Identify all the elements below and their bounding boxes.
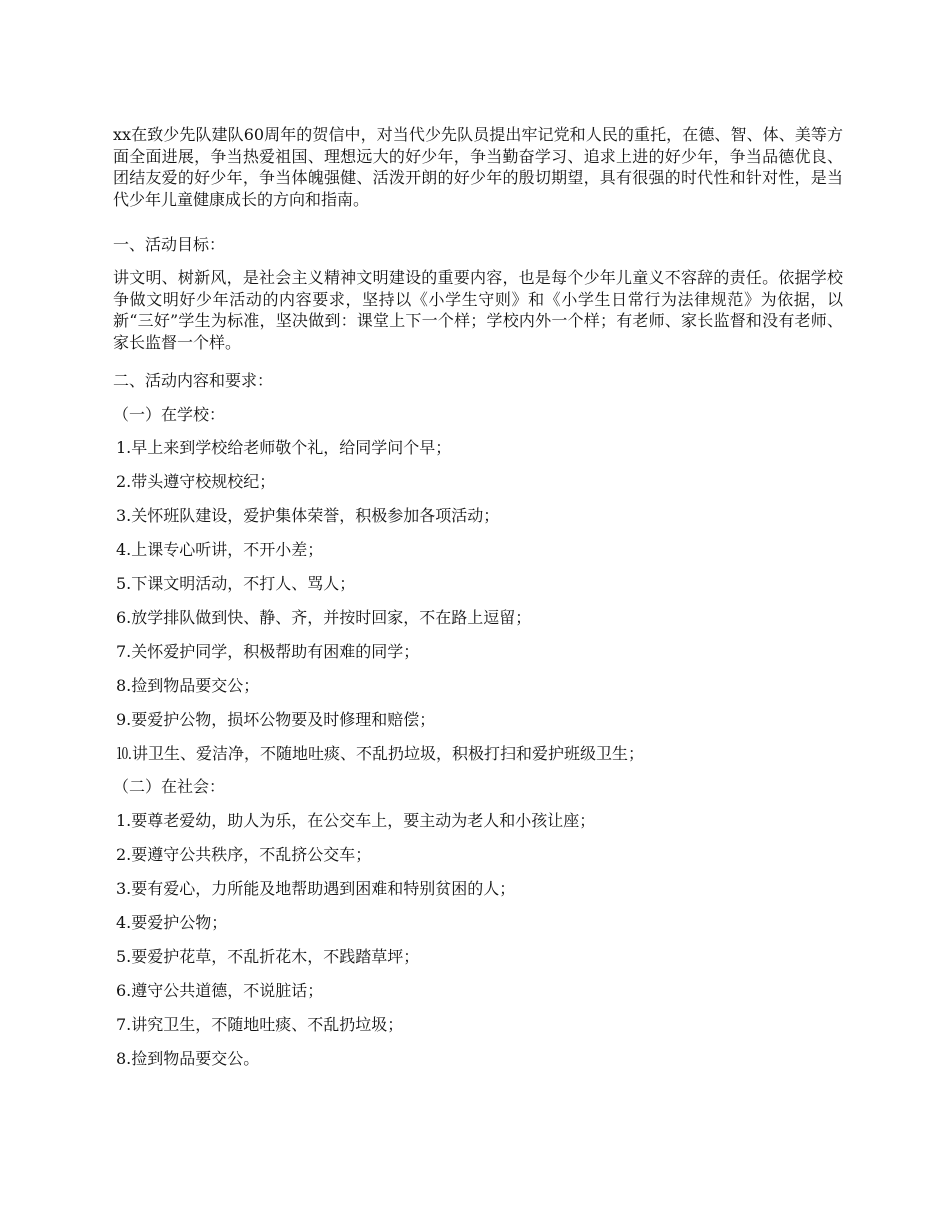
list-item: 8.捡到物品要交公。 [116, 1049, 260, 1068]
section-1-heading: 一、活动目标： [113, 235, 226, 254]
intro-paragraph: xx在致少先队建队60周年的贺信中，对当代少先队员提出牢记党和人民的重托，在德、智、体、美等方面全面进展，争当热爱祖国、理想远大的好少年，争当勤奋学习、追求上进的好少年，争当品德优良、团结友爱的好少年，争当体魄强健、活泼开朗的好少年的殷切期望，具有很强的时代性和针对性，是当代少年儿童健康成长的方向和指南。 [113, 125, 843, 209]
section-2-heading: 二、活动内容和要求： [113, 371, 274, 390]
list-item: 1.早上来到学校给老师敬个礼，给同学问个早； [116, 438, 452, 457]
list-item: 7.讲究卫生，不随地吐痰、不乱扔垃圾； [116, 1015, 404, 1034]
society-subheading: （二）在社会： [113, 777, 226, 796]
list-item: 2.带头遵守校规校纪； [116, 472, 276, 491]
list-item: 6.遵守公共道德，不说脏话； [116, 981, 324, 1000]
list-item: 8.捡到物品要交公； [116, 676, 260, 695]
list-item: 3.关怀班队建设，爱护集体荣誉，积极参加各项活动； [116, 506, 500, 525]
list-item: 9.要爱护公物，损坏公物要及时修理和赔偿； [116, 710, 436, 729]
list-item: 3.要有爱心，力所能及地帮助遇到困难和特别贫困的人； [116, 879, 516, 898]
list-item: 5.要爱护花草，不乱折花木，不践踏草坪； [116, 947, 420, 966]
list-item: 6.放学排队做到快、静、齐，并按时回家，不在路上逗留； [116, 608, 532, 627]
list-item: ⒑讲卫生、爱洁净，不随地吐痰、不乱扔垃圾，积极打扫和爱护班级卫生； [116, 744, 645, 763]
list-item: 4.要爱护公物； [116, 913, 228, 932]
list-item: 2.要遵守公共秩序，不乱挤公交车； [116, 845, 372, 864]
school-subheading: （一）在学校： [113, 405, 226, 424]
list-item: 5.下课文明活动，不打人、骂人； [116, 574, 356, 593]
section-1-body: 讲文明、树新风，是社会主义精神文明建设的重要内容，也是每个少年儿童义不容辞的责任。依据学校争做文明好少年活动的内容要求，坚持以《小学生守则》和《小学生日常行为法律规范》为依据，以新“三好”学生为标准，坚决做到：课堂上下一个样；学校内外一个样；有老师、家长监督和没有老师、家长监督一个样。 [113, 268, 843, 352]
list-item: 4.上课专心听讲，不开小差； [116, 540, 324, 559]
list-item: 1.要尊老爱幼，助人为乐，在公交车上，要主动为老人和小孩让座； [116, 811, 596, 830]
list-item: 7.关怀爱护同学，积极帮助有困难的同学； [116, 642, 420, 661]
